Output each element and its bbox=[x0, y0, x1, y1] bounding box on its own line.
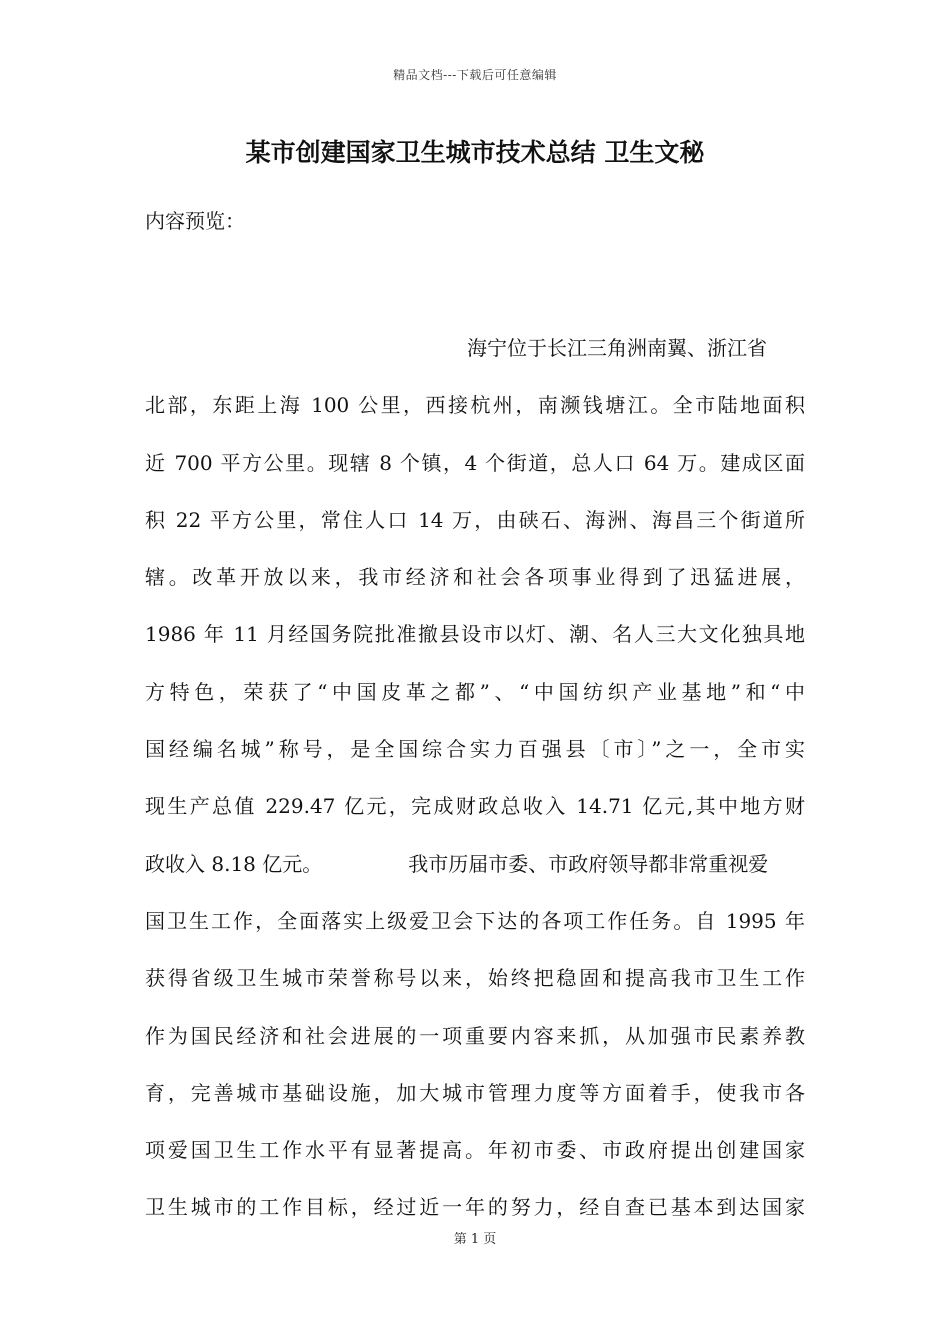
body-line-segment: 我市历届市委、市政府领导都非常重视爱 bbox=[408, 851, 769, 876]
body-line: 项爱国卫生工作水平有显著提高。年初市委、市政府提出创建国家 bbox=[145, 1138, 805, 1163]
body-line: 国卫生工作，全面落实上级爱卫会下达的各项工作任务。自 1995 年 bbox=[145, 908, 805, 933]
document-title: 某市创建国家卫生城市技术总结 卫生文秘 bbox=[245, 138, 705, 167]
body-line: 积 22 平方公里，常住人口 14 万，由硖石、海洲、海昌三个街道所 bbox=[145, 507, 805, 532]
body-line: 方特色，荣获了“中国皮革之都”、“中国纺织产业基地”和“中 bbox=[145, 679, 805, 704]
body-line-split bbox=[145, 836, 805, 893]
body-line: 海宁位于长江三角洲南翼、浙江省 bbox=[467, 336, 767, 360]
body-line: 1986 年 11 月经国务院批准撤县设市以灯、潮、名人三大文化独具地 bbox=[145, 622, 805, 647]
body-line: 辖。改革开放以来，我市经济和社会各项事业得到了迅猛进展， bbox=[145, 565, 805, 590]
body-line: 北部，东距上海 100 公里，西接杭州，南濒钱塘江。全市陆地面积 bbox=[145, 393, 805, 418]
preview-label: 内容预览： bbox=[145, 209, 245, 233]
page-number: 第 1 页 bbox=[453, 1232, 497, 1247]
document-body bbox=[145, 320, 805, 1237]
body-line: 获得省级卫生城市荣誉称号以来，始终把稳固和提高我市卫生工作 bbox=[145, 966, 805, 991]
body-line-segment: 政收入 8.18 亿元。 bbox=[145, 851, 323, 876]
body-line: 国经编名城”称号，是全国综合实力百强县〔市〕”之一，全市实 bbox=[145, 737, 805, 762]
body-line: 卫生城市的工作目标，经过近一年的努力，经自查已基本到达国家 bbox=[145, 1195, 805, 1220]
body-line: 近 700 平方公里。现辖 8 个镇，4 个街道，总人口 64 万。建成区面 bbox=[145, 450, 805, 475]
body-line: 作为国民经济和社会进展的一项重要内容来抓，从加强市民素养教 bbox=[145, 1023, 805, 1048]
body-line: 现生产总值 229.47 亿元，完成财政总收入 14.71 亿元,其中地方财 bbox=[145, 794, 805, 819]
page-header-note: 精品文档---下载后可任意编辑 bbox=[393, 68, 557, 82]
body-line: 育，完善城市基础设施，加大城市管理力度等方面着手，使我市各 bbox=[145, 1080, 805, 1105]
